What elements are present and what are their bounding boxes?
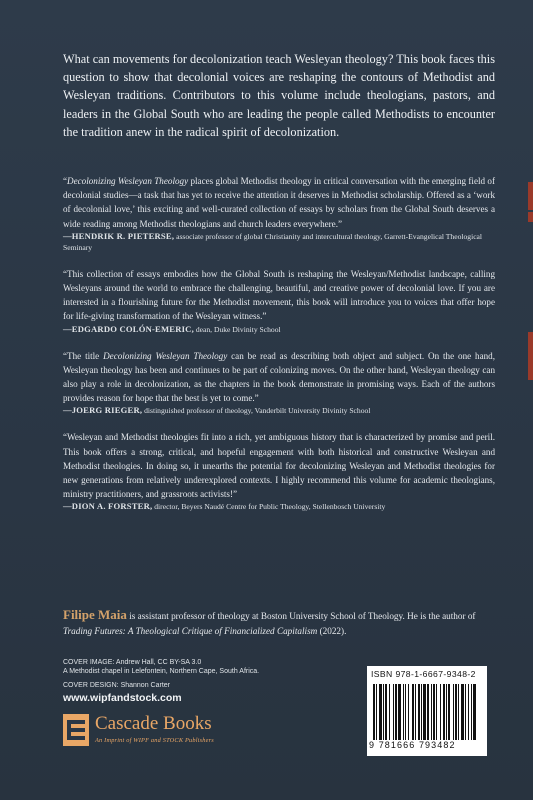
endorsement-text: “Decolonizing Wesleyan Theology places global Methodist theology in critical conversation with the emerging field of decolonial studies—a task that has yet to receive the attention it deserves in Methodist scholarship. Offered as a ‘work of decolonial love,’ this exciting and well-curated collection of essays by scholars from the Global South deserves a wide reading among Methodist theologians and church leaders everywhere.” bbox=[63, 176, 495, 229]
barcode-bar bbox=[443, 684, 445, 740]
accent-bar bbox=[528, 332, 533, 380]
endorsement-text: “The title Decolonizing Wesleyan Theology can be read as describing both object and subject. On the one hand, Wesleyan theology has been and continues to be part of colonizing moves. On the other hand, Wesleyan theology can also play a role in decolonization, as the chapters in the book demonstrate in promising ways. Each of the authors provides reason for hope that the best is yet to come.” bbox=[63, 350, 495, 404]
barcode-bar bbox=[471, 684, 472, 740]
endorser-name: —JOERG RIEGER, bbox=[63, 405, 143, 416]
cover-image-description: A Methodist chapel in Lelefontein, Northern Cape, South Africa. bbox=[63, 668, 260, 676]
endorsement-attribution bbox=[63, 324, 495, 335]
barcode-bar bbox=[461, 684, 464, 740]
barcode-bar bbox=[415, 684, 416, 740]
endorser-role: dean, Duke Divinity School bbox=[193, 324, 281, 334]
barcode-bar bbox=[405, 684, 406, 740]
endorsement-attribution bbox=[63, 231, 495, 253]
barcode-bar bbox=[453, 684, 454, 740]
endorser-role: distinguished professor of theology, Vanderbilt University Divinity School bbox=[142, 406, 371, 416]
barcode-bar bbox=[412, 684, 414, 740]
barcode-bar bbox=[440, 684, 441, 740]
barcode-bar bbox=[376, 684, 377, 740]
barcode-bar bbox=[398, 684, 401, 740]
barcode-icon bbox=[371, 684, 483, 740]
author-book-title: Trading Futures: A Theological Critique of Financialized Capitalism bbox=[63, 625, 318, 636]
barcode-bar bbox=[379, 684, 382, 740]
endorser-name: —DION A. FORSTER, bbox=[63, 501, 153, 512]
endorsement bbox=[63, 174, 495, 253]
barcode-bar bbox=[448, 684, 450, 740]
barcode-bar bbox=[389, 684, 390, 740]
endorser-role: director, Beyers Naudé Centre for Public Theology, Stellenbosch University bbox=[152, 502, 386, 512]
barcode-bar bbox=[385, 684, 387, 740]
barcode-bar bbox=[418, 684, 420, 740]
barcode-bar bbox=[458, 684, 459, 740]
accent-bar bbox=[528, 212, 533, 222]
isbn-label: ISBN 978-1-6667-9348-2 bbox=[371, 669, 476, 679]
endorser-name: —EDGARDO COLÓN-EMERIC, bbox=[63, 323, 194, 334]
endorsement bbox=[63, 267, 495, 335]
endorsement-text: “Wesleyan and Methodist theologies fit into a rich, yet ambiguous history that is characterized by promise and peril. This book offers a strong, critical, and hopeful engagement with both historical and constructive Wesleyan and Methodist theologies. In doing so, it unearths the potential for decolonizing Wesleyan and Methodist theologies for new generations from relatively underexplored contexts. I highly recommend this volume for academic theologians, ministry practitioners, and grassroots activists!” bbox=[63, 432, 495, 500]
publisher-imprint: An Imprint of WIPF and STOCK Publishers bbox=[95, 737, 214, 744]
publisher-website[interactable]: www.wipfandstock.com bbox=[63, 692, 182, 704]
barcode-bar bbox=[446, 684, 447, 740]
cover-design-credit: COVER DESIGN: Shannon Carter bbox=[63, 681, 170, 689]
endorser-name: —HENDRIK R. PIETERSE, bbox=[63, 230, 175, 241]
barcode-bar bbox=[427, 684, 429, 740]
barcode-bar bbox=[433, 684, 435, 740]
publisher-logo bbox=[63, 713, 238, 751]
endorser-role: associate professor of global Christianity and intercultural theology, Garrett-Evangelical Theological Seminary bbox=[63, 231, 483, 252]
endorsement bbox=[63, 430, 495, 512]
book-description: What can movements for decolonization teach Wesleyan theology? This book faces this question to show that decolonial voices are reshaping the contours of Methodist and Wesleyan traditions. Contributors to this volume include theologians, pastors, and leaders in the Global South who are leading the people called Methodists to encounter the tradition anew in the radical spirit of decolonization. bbox=[63, 52, 495, 139]
barcode-bar bbox=[436, 684, 437, 740]
barcode-bar bbox=[465, 684, 466, 740]
barcode-bar bbox=[408, 684, 409, 740]
endorsement-text: “This collection of essays embodies how the Global South is reshaping the Wesleyan/Methodist landscape, calling Wesleyans around the world to embrace the challenging, beautiful, and creative power of decolonial love. If you are interested in a flourishing future for the Methodist movement, this book will introduce you to voices that offer hope for life-giving transformation of the Wesleyan witness.” bbox=[63, 268, 495, 322]
endorsement-attribution bbox=[63, 501, 495, 512]
author-bio: Filipe Maia is assistant professor of theology at Boston University School of Theology. He is the author of Trading Futures: A Theological Critique of Financialized Capitalism (2022). bbox=[63, 607, 476, 636]
accent-bar bbox=[528, 182, 533, 210]
endorsement bbox=[63, 349, 495, 417]
barcode-bar bbox=[455, 684, 457, 740]
barcode-bar bbox=[468, 684, 469, 740]
barcode-bar bbox=[473, 684, 476, 740]
barcode-bar bbox=[393, 684, 394, 740]
barcode-bar bbox=[403, 684, 404, 740]
barcode-bar bbox=[373, 684, 375, 740]
cover-credits bbox=[63, 658, 303, 690]
cascade-logo-icon bbox=[63, 714, 89, 746]
endorsements bbox=[63, 174, 495, 526]
author-name: Filipe Maia bbox=[63, 607, 127, 622]
barcode-bar bbox=[383, 684, 384, 740]
cover-image-credit: COVER IMAGE: Andrew Hall, CC BY-SA 3.0 bbox=[63, 659, 202, 666]
barcode-digits: 9 781666 793482 bbox=[369, 740, 456, 750]
barcode-bar bbox=[431, 684, 432, 740]
barcode-bar bbox=[423, 684, 426, 740]
endorsement-attribution bbox=[63, 405, 495, 416]
barcode-bar bbox=[421, 684, 422, 740]
barcode-bar bbox=[395, 684, 397, 740]
publisher-name: Cascade Books bbox=[95, 713, 212, 734]
isbn-barcode bbox=[367, 666, 487, 756]
